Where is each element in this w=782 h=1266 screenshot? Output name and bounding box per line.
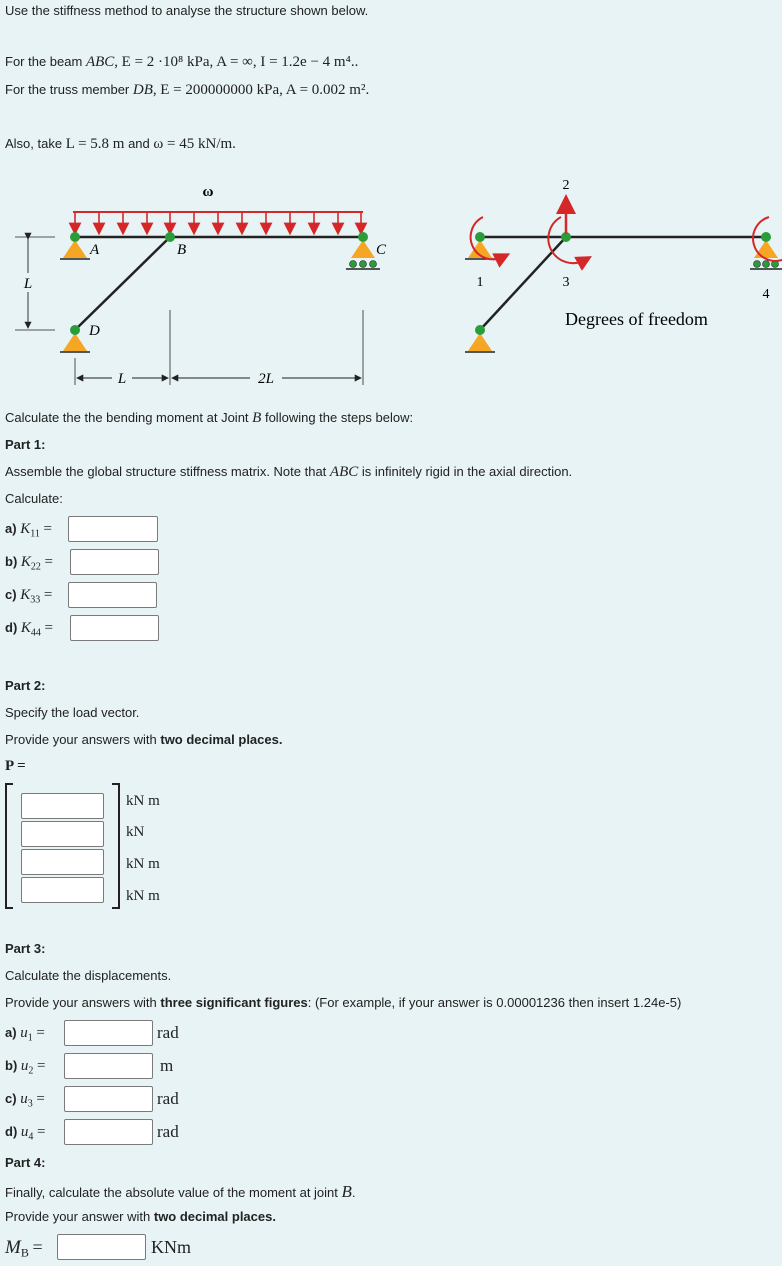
mb-label: $M_B$ = (5, 1237, 43, 1260)
dof-support-bottom (465, 333, 495, 352)
part4-title: Part 4: (5, 1155, 46, 1170)
k33-sym: K (20, 587, 31, 603)
u2-label: b) $u_2$ = (5, 1058, 46, 1077)
u2-input[interactable] (64, 1053, 153, 1079)
distributed-load (73, 184, 363, 229)
k11-input[interactable] (68, 516, 158, 542)
dof-node-left (475, 232, 485, 242)
dof-node-right (761, 232, 771, 242)
task-text (5, 410, 413, 427)
dim-2L-label: 2L (258, 371, 274, 387)
dof-4-label: 4 (762, 287, 770, 302)
mb-sub: B (20, 1245, 29, 1260)
u3-unit: rad (157, 1089, 179, 1108)
u1-label: a) $u_1$ = (5, 1025, 45, 1044)
u2-letter: b) (5, 1058, 18, 1073)
load-p1-unit: kN m (126, 793, 160, 809)
k33-letter: c) (5, 587, 17, 602)
part2-title: Part 2: (5, 678, 46, 693)
part4-precision-bold: two decimal places. (153, 1209, 276, 1224)
part1-instruction-prefix: Assemble the global structure stiffness matrix. Note that (5, 464, 327, 479)
k22-sym: K (20, 554, 31, 570)
u3-letter: c) (5, 1091, 17, 1106)
also-w: ω = 45 kN/m. (153, 136, 236, 152)
part1-instruction (5, 464, 572, 481)
also-L: L = 5.8 m (65, 136, 125, 152)
load-p3-input[interactable] (21, 849, 104, 875)
also-take (5, 136, 236, 153)
node-B (165, 232, 175, 242)
u2-sub: 2 (28, 1065, 34, 1077)
dof-caption: Degrees of freedom (565, 309, 708, 329)
part4-instruction-var: B (341, 1182, 352, 1201)
k44-input[interactable] (70, 615, 159, 641)
part3-precision-prefix: Provide your answers with (5, 995, 157, 1010)
u3-sub: 3 (27, 1098, 33, 1110)
support-A (60, 240, 90, 259)
roller-support-C (346, 240, 380, 269)
also-and: and (128, 136, 150, 151)
dof-2-label: 2 (562, 178, 570, 193)
k11-sub: 11 (30, 528, 40, 540)
part2-precision-bold: two decimal places. (160, 732, 283, 747)
dimension-horizontal (75, 310, 363, 387)
beam-properties: For the beam ABC, E = 2 ·10⁸ kPa, A = ∞, I = 1.2e − 4 m⁴.. (5, 54, 359, 70)
beam-props: E = 2 ·10⁸ kPa, A = ∞, I = 1.2e − 4 m⁴.. (121, 54, 359, 70)
intro-text: Use the stiffness method to analyse the structure shown below. (5, 3, 369, 18)
load-p3-unit: kN m (126, 856, 160, 872)
part4-precision (5, 1209, 276, 1224)
dimension-vertical-L (15, 237, 55, 330)
k44-letter: d) (5, 620, 18, 635)
part2-precision-prefix: Provide your answers with (5, 732, 157, 747)
part1-calculate: Calculate: (5, 491, 63, 506)
label-C: C (376, 242, 387, 258)
part4-instruction (5, 1182, 356, 1202)
load-p2-unit: kN (126, 824, 145, 840)
part4-instruction-prefix: Finally, calculate the absolute value of the moment at joint (5, 1185, 338, 1200)
matrix-left-bracket (5, 783, 13, 909)
u3-label: c) $u_3$ = (5, 1091, 45, 1110)
part3-instruction: Calculate the displacements. (5, 968, 172, 983)
k22-label: b) $K_{22}$ = (5, 554, 54, 573)
truss-name: DB (132, 82, 153, 98)
k33-label: c) $K_{33}$ = (5, 587, 53, 606)
u3-input[interactable] (64, 1086, 153, 1112)
load-p1-input[interactable] (21, 793, 104, 819)
mb-input[interactable] (57, 1234, 146, 1260)
label-A: A (90, 242, 100, 258)
part1-title: Part 1: (5, 437, 46, 452)
u1-sub: 1 (27, 1032, 33, 1044)
k22-input[interactable] (70, 549, 159, 575)
label-D: D (89, 323, 100, 339)
part3-precision (5, 995, 681, 1010)
load-vector-label: P = (5, 758, 26, 774)
structure-figure (0, 170, 782, 400)
also-prefix: Also, take (5, 136, 63, 151)
k44-sym: K (20, 620, 31, 636)
k22-letter: b) (5, 554, 18, 569)
dof-1-label: 1 (476, 275, 484, 290)
node-C (358, 232, 368, 242)
task-prefix: Calculate the the bending moment at Joint (5, 410, 249, 425)
load-label: ω (202, 184, 214, 200)
k11-label: a) $K_{11}$ = (5, 521, 52, 540)
matrix-right-bracket (112, 783, 120, 909)
truss-properties: For the truss member DB, E = 200000000 kPa, A = 0.002 m². (5, 82, 370, 98)
dof-3-label: 3 (562, 275, 570, 290)
k33-input[interactable] (68, 582, 157, 608)
k22-sub: 22 (30, 561, 41, 573)
beam-prefix: For the beam (5, 54, 83, 69)
k33-sub: 33 (30, 594, 41, 606)
u4-sym: u (20, 1124, 29, 1140)
u4-input[interactable] (64, 1119, 153, 1145)
u4-unit: rad (157, 1122, 179, 1141)
u1-sym: u (20, 1025, 28, 1041)
node-D (70, 325, 80, 335)
part3-precision-bold: three significant figures (160, 995, 308, 1010)
k11-sym: K (20, 521, 31, 537)
part4-precision-prefix: Provide your answer with (5, 1209, 151, 1224)
part2-instruction: Specify the load vector. (5, 705, 140, 720)
part1-instruction-suffix: is infinitely rigid in the axial direction. (361, 464, 573, 479)
mb-sym: M (5, 1237, 21, 1258)
u2-unit: m (160, 1056, 174, 1075)
u1-letter: a) (5, 1025, 17, 1040)
part2-precision (5, 732, 282, 747)
truss-prefix: For the truss member (5, 82, 130, 97)
u2-sym: u (20, 1058, 29, 1074)
part4-instruction-suffix: . (351, 1185, 356, 1200)
task-joint: B (252, 410, 262, 426)
u1-unit: rad (157, 1023, 179, 1042)
beam-name: ABC (85, 54, 115, 70)
load-p4-input[interactable] (21, 877, 104, 903)
support-D (60, 333, 90, 352)
u4-label: d) $u_4$ = (5, 1124, 46, 1143)
u4-letter: d) (5, 1124, 18, 1139)
part3-precision-suffix: : (For example, if your answer is 0.00001236 then insert 1.24e-5) (307, 995, 682, 1010)
k44-sub: 44 (30, 627, 41, 639)
truss-props: E = 200000000 kPa, A = 0.002 m². (160, 82, 370, 98)
u4-sub: 4 (28, 1131, 34, 1143)
dim-vertical-label: L (23, 276, 33, 292)
part3-title: Part 3: (5, 941, 46, 956)
k11-letter: a) (5, 521, 17, 536)
mb-unit: KNm (151, 1237, 191, 1257)
load-p2-input[interactable] (21, 821, 104, 847)
dof-truss (480, 237, 566, 330)
part1-instruction-var: ABC (329, 464, 359, 480)
load-p4-unit: kN m (126, 888, 160, 904)
dim-L-label: L (117, 371, 127, 387)
dof-node-bottom (475, 325, 485, 335)
task-suffix: following the steps below: (264, 410, 414, 425)
u3-sym: u (20, 1091, 28, 1107)
u1-input[interactable] (64, 1020, 153, 1046)
label-B: B (177, 242, 187, 258)
k44-label: d) $K_{44}$ = (5, 620, 54, 639)
node-A (70, 232, 80, 242)
